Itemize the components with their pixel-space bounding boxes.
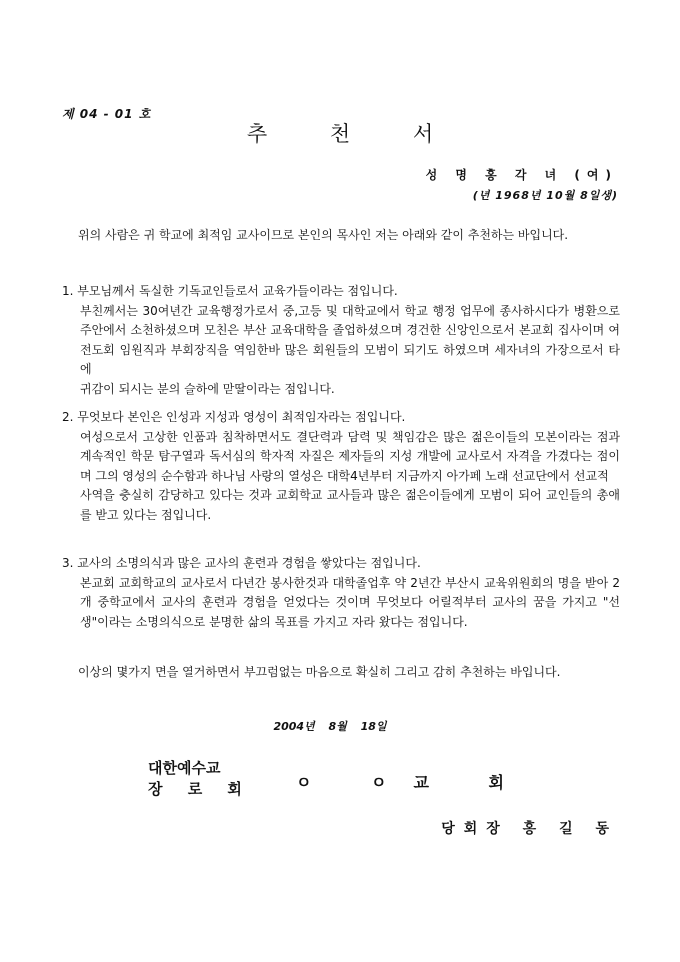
document-date: 2004년 8월 18일 <box>273 720 387 733</box>
reason-item-1 <box>62 282 620 399</box>
denomination <box>148 758 252 800</box>
reason-heading: 2. 무엇보다 본인은 인성과 지성과 영성이 최적임자라는 점입니다. <box>62 410 406 424</box>
reason-item-2 <box>62 408 620 525</box>
reason-item-3 <box>62 554 620 632</box>
reason-text: 본교회 교회학교의 교사로서 다년간 봉사한것과 대학졸업후 약 2년간 부산시 교육위원회의 명을 받아 2개 중학교에서 교사의 훈련과 경험을 얻었다는 것이며 무엇보다 어릴적부터 교사의 꿈을 가지고 "선생"이라는 소명의식으로 분명한 삶의 목표를 가지고 자라 왔다는 점입니다. <box>80 575 620 629</box>
document-number: 제 04 - 01 호 <box>62 107 152 121</box>
candidate-name: 성 명 홍 각 녀 (여) <box>425 168 618 182</box>
reason-text: 사역을 충실히 감당하고 있다는 것과 교회학교 교사들과 많은 젊은이들에게 모범이 되어 교인들의 총애를 받고 있다는 점입니다. <box>80 488 620 522</box>
pastor-signature: 당회장 홍 길 동 <box>441 821 618 837</box>
reason-heading: 3. 교사의 소명의식과 많은 교사의 훈련과 경험을 쌓았다는 점입니다. <box>62 556 421 570</box>
closing-paragraph: 이상의 몇가지 면을 열거하면서 부끄럼없는 마음으로 확실히 그리고 감히 추천하는 바입니다. <box>78 665 561 679</box>
intro-paragraph: 위의 사람은 귀 학교에 최적임 교사이므로 본인의 목사인 저는 아래와 같이 추천하는 바입니다. <box>78 228 569 242</box>
reason-text: 여성으로서 고상한 인품과 침착하면서도 결단력과 담력 및 책임감은 많은 젊은이들의 모본이라는 점과 계속적인 학문 탐구열과 독서심의 학자적 자질은 제자들의 지성 개발에 교사로서 자격을 가겼다는 점이며 그의 영성의 순수함과 하나님 사랑의 열성은 대학4년부터 지금까지 아가페 노래 선교단에서 선교적 <box>80 429 620 483</box>
reason-heading: 1. 부모님께서 독실한 기독교인들로서 교육가들이라는 점입니다. <box>62 284 398 298</box>
reason-text: 부친께서는 30여년간 교육행정가로서 중,고등 및 대학교에서 학교 행정 업무에 종사하시다가 병환으로 주안에서 소천하셨으며 모친은 부산 교육대학을 졸업하셨으며 경건한 신앙인으로서 본교회 집사이며 여전도회 임원직과 부회장직을 역임한바 많은 회원들의 모범이 되기도 하였으며 세자녀의 가장으로서 타에 <box>80 303 620 376</box>
church-name: ㅇ ㅇ교 회 <box>296 773 531 792</box>
page-title: 추 천 서 <box>246 122 462 146</box>
denomination-line-2: 장 로 회 <box>148 780 252 798</box>
denomination-line-1: 대한예수교 <box>148 759 221 777</box>
reason-text: 귀감이 되시는 분의 슬하에 맏딸이라는 점입니다. <box>80 381 335 396</box>
candidate-birthdate: (년 1968년 10월 8일생) <box>472 189 618 202</box>
